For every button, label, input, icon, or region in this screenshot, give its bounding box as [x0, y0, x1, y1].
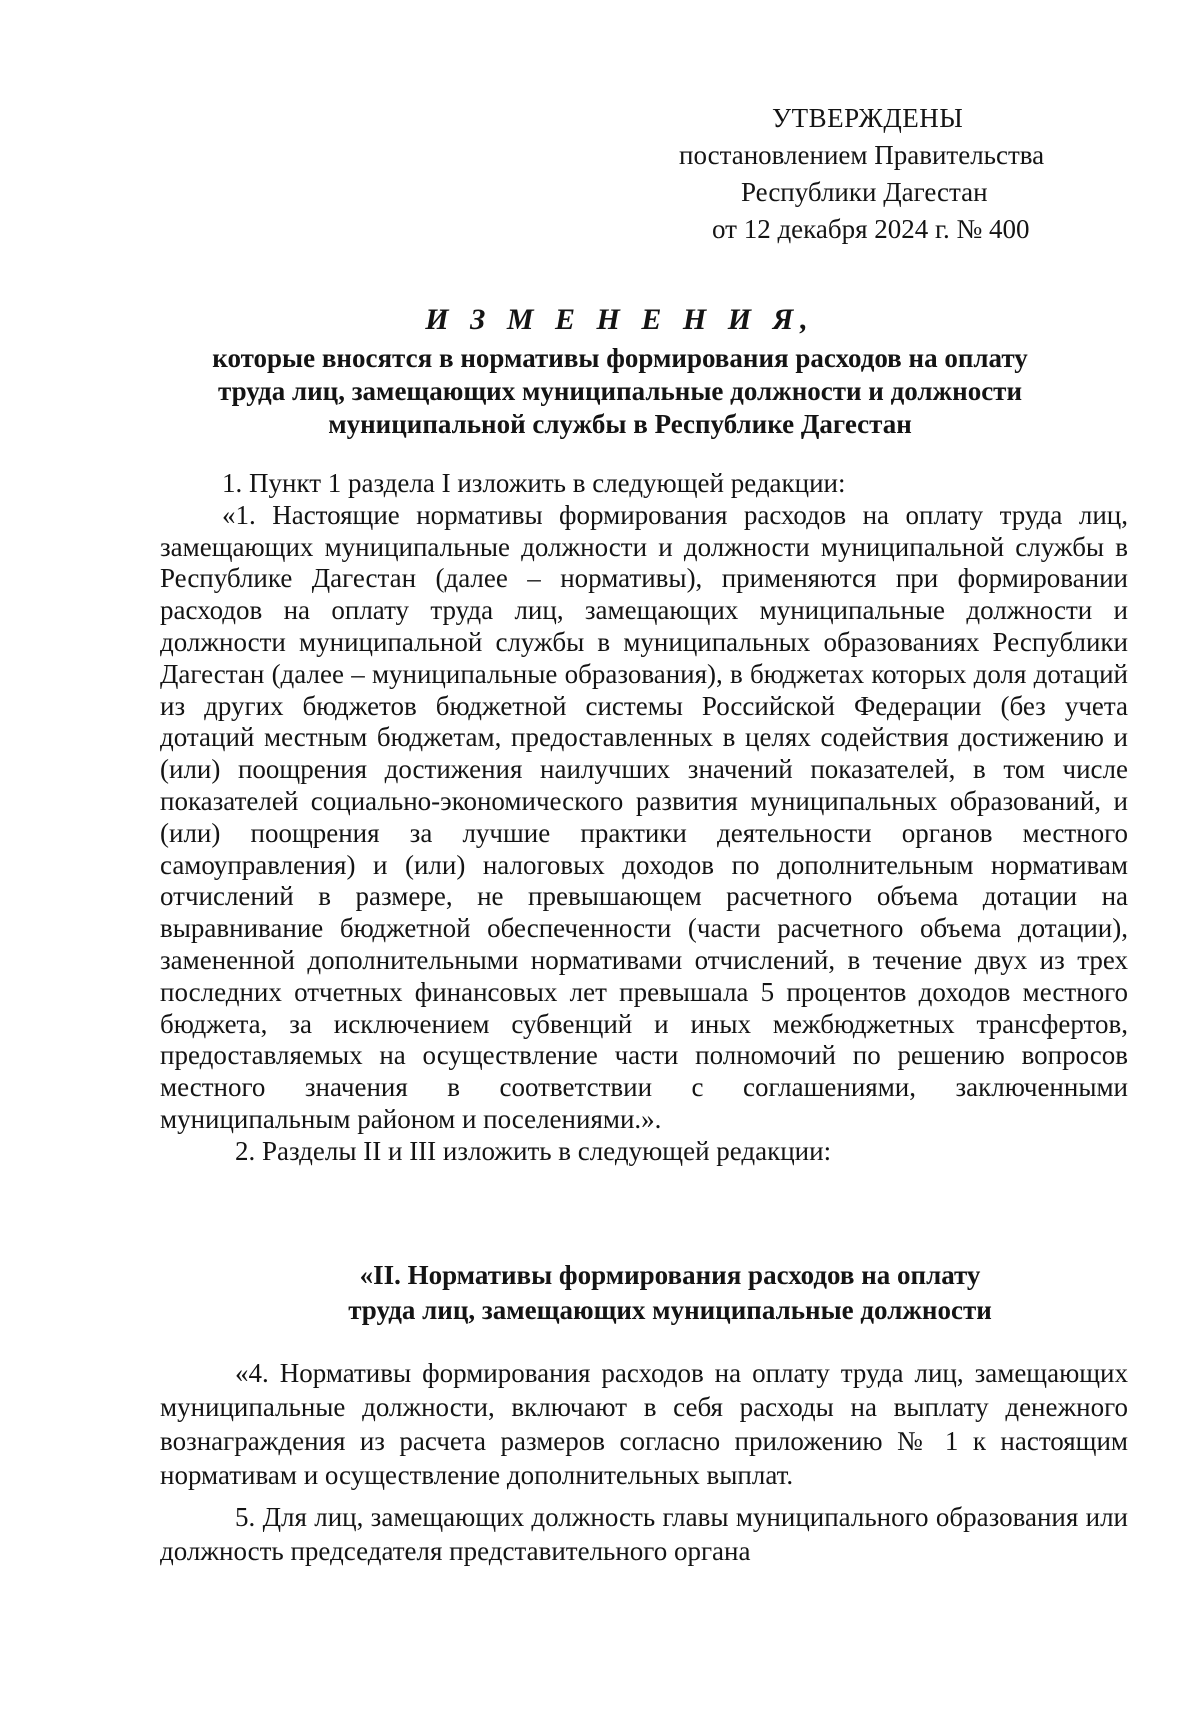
approval-title: УТВЕРЖДЕНЫ	[772, 103, 964, 133]
section-heading-line-1: «II. Нормативы формирования расходов на оплату	[359, 1260, 981, 1290]
document-subtitle: которые вносятся в нормативы формирования расходов на оплату труда лиц, замещающих муниципальные должности и должности муниципальной службы в Республике Дагестан	[212, 343, 1028, 439]
document-body-2	[160, 1356, 1128, 1568]
paragraph-1: 1. Пункт 1 раздела I изложить в следующей редакции:	[222, 468, 846, 498]
paragraph-5: 5. Для лиц, замещающих должность главы муниципального образования или должность председателя представительного органа	[160, 1502, 1128, 1566]
paragraph-3: 2. Разделы II и III изложить в следующей редакции:	[235, 1135, 832, 1166]
document-body	[160, 468, 1128, 1168]
paragraph-4: «4. Нормативы формирования расходов на оплату труда лиц, замещающих муниципальные должности, включают в себя расходы на выплату денежного вознаграждения из расчета размеров согласно приложению № 1 к настоящим нормативам и осуществление дополнительных выплат.	[160, 1358, 1128, 1490]
approval-line-1: постановлением Правительства	[679, 140, 1045, 170]
approval-line-2: Республики Дагестан	[741, 177, 988, 207]
paragraph-2: «1. Настоящие нормативы формирования расходов на оплату труда лиц, замещающих муниципальные должности и должности муниципальной службы в Республике Дагестан (далее – нормативы), применяются при формировании расходов на оплату труда лиц, замещающих муниципальные должности и должности муниципальной службы в муниципальных образованиях Республики Дагестан (далее – муниципальные образования), в бюджетах которых доля дотаций из других бюджетов бюджетной системы Российской Федерации (без учета дотаций местным бюджетам, предоставленных в целях содействия достижению и (или) поощрения достижения наилучших значений показателей, в том числе показателей социально-экономического развития муниципальных образований, и (или) поощрения за лучшие практики деятельности органов местного самоуправления) и (или) налоговых доходов по дополнительным нормативам отчислений в размере, не превышающем расчетного объема дотации на выравнивание бюджетной обеспеченности (части расчетного объема дотации), замененной дополнительными нормативами отчислений, в течение двух из трех последних отчетных финансовых лет превышала 5 процентов доходов местного бюджета, за исключением субвенций и иных межбюджетных трансфертов, предоставляемых на осуществление части полномочий по решению вопросов местного значения в соответствии с соглашениями, заключенными муниципальным районом и поселениями.».	[160, 499, 1128, 1134]
approval-line-3: от 12 декабря 2024 г. № 400	[712, 214, 1030, 244]
approval-stamp	[600, 100, 1160, 248]
document-heading	[100, 302, 1140, 441]
document-title: И З М Е Н Е Н И Я,	[425, 303, 815, 336]
section-heading	[260, 1258, 1080, 1328]
section-heading-line-2: труда лиц, замещающих муниципальные должности	[348, 1295, 992, 1325]
